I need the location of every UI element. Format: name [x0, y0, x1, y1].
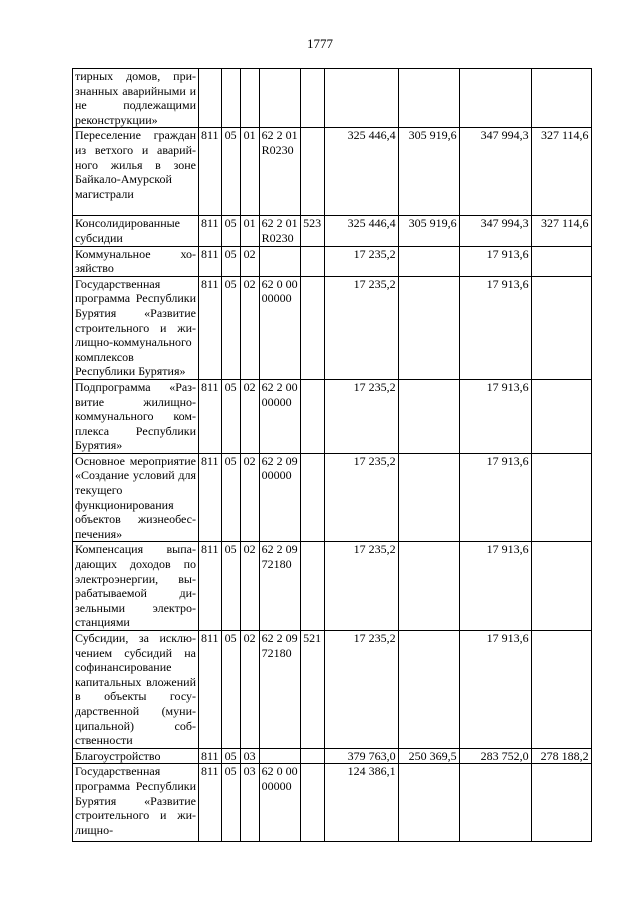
expense-type-code [300, 453, 324, 542]
amount-col-4 [531, 246, 591, 276]
table-row [73, 246, 592, 276]
subsection-code: 02 [240, 246, 259, 276]
amount-col-1: 17 235,2 [324, 542, 398, 631]
ministry-code: 811 [199, 453, 222, 542]
amount-col-1: 124 386,1 [324, 764, 398, 842]
amount-col-2 [398, 764, 459, 842]
section-code: 05 [221, 453, 240, 542]
amount-col-1: 17 235,2 [324, 453, 398, 542]
section-code: 05 [221, 246, 240, 276]
page-number: 1777 [307, 36, 333, 51]
amount-col-2 [398, 246, 459, 276]
subsection-code: 02 [240, 379, 259, 453]
amount-col-4 [531, 764, 591, 842]
section-code: 05 [221, 542, 240, 631]
amount-col-4 [531, 453, 591, 542]
section-code: 05 [221, 379, 240, 453]
amount-col-4: 327 114,6 [531, 216, 591, 246]
target-article-code: 62 2 09 72180 [259, 631, 300, 749]
amount-col-2: 305 919,6 [398, 128, 459, 216]
amount-col-3: 347 994,3 [459, 128, 531, 216]
expense-type-code [300, 276, 324, 379]
row-name: Государственная программа Республики Бурятия «Развитие строительного и жилищно-коммунального комплексов Республики Бурятия» [73, 276, 199, 379]
amount-col-1: 17 235,2 [324, 631, 398, 749]
amount-col-1 [324, 69, 398, 128]
section-code: 05 [221, 276, 240, 379]
subsection-code: 03 [240, 748, 259, 764]
row-name: Консолидированные субсидии [73, 216, 199, 246]
row-name: Подпрограмма «Развитие жилищно-коммунального комплекса Республики Бурятия» [73, 379, 199, 453]
ministry-code [199, 69, 222, 128]
ministry-code: 811 [199, 128, 222, 216]
ministry-code: 811 [199, 631, 222, 749]
amount-col-2: 305 919,6 [398, 216, 459, 246]
expense-type-code: 521 [300, 631, 324, 749]
amount-col-3: 17 913,6 [459, 379, 531, 453]
amount-col-3: 17 913,6 [459, 542, 531, 631]
section-code: 05 [221, 128, 240, 216]
amount-col-4 [531, 631, 591, 749]
subsection-code: 01 [240, 128, 259, 216]
target-article-code: 62 2 01 R0230 [259, 128, 300, 216]
target-article-code: 62 2 09 72180 [259, 542, 300, 631]
ministry-code: 811 [199, 216, 222, 246]
subsection-code: 03 [240, 764, 259, 842]
target-article-code: 62 2 09 00000 [259, 453, 300, 542]
amount-col-3: 17 913,6 [459, 246, 531, 276]
amount-col-4 [531, 542, 591, 631]
ministry-code: 811 [199, 276, 222, 379]
target-article-code: 62 0 00 00000 [259, 276, 300, 379]
table-row [73, 764, 592, 842]
section-code: 05 [221, 631, 240, 749]
section-code: 05 [221, 748, 240, 764]
ministry-code: 811 [199, 748, 222, 764]
row-name: Коммунальное хозяйство [73, 246, 199, 276]
row-name: Благоустройство [73, 748, 199, 764]
amount-col-1: 325 446,4 [324, 216, 398, 246]
budget-table [72, 68, 592, 842]
section-code: 05 [221, 216, 240, 246]
amount-col-4: 327 114,6 [531, 128, 591, 216]
amount-col-4: 278 188,2 [531, 748, 591, 764]
expense-type-code [300, 542, 324, 631]
amount-col-4 [531, 69, 591, 128]
amount-col-3: 347 994,3 [459, 216, 531, 246]
ministry-code: 811 [199, 764, 222, 842]
subsection-code: 02 [240, 276, 259, 379]
row-name: Субсидии, за исключением субсидий на софинансирование капитальных вложений в объекты государственной (муниципальной) собственности [73, 631, 199, 749]
expense-type-code [300, 69, 324, 128]
amount-col-3 [459, 69, 531, 128]
amount-col-2 [398, 453, 459, 542]
amount-col-1: 17 235,2 [324, 276, 398, 379]
amount-col-2 [398, 69, 459, 128]
amount-col-2 [398, 276, 459, 379]
expense-type-code: 523 [300, 216, 324, 246]
expense-type-code [300, 764, 324, 842]
expense-type-code [300, 246, 324, 276]
row-name: тирных домов, признанных аварийными и не подлежащими реконструкции» [73, 69, 199, 128]
expense-type-code [300, 748, 324, 764]
row-name: Компенсация выпадающих доходов по электроэнергии, вырабатываемой дизельными электростанциями [73, 542, 199, 631]
row-name: Государственная программа Республики Бурятия «Развитие строительного и жилищно- [73, 764, 199, 842]
amount-col-2: 250 369,5 [398, 748, 459, 764]
amount-col-3: 17 913,6 [459, 453, 531, 542]
target-article-code [259, 69, 300, 128]
subsection-code: 02 [240, 453, 259, 542]
amount-col-1: 17 235,2 [324, 379, 398, 453]
table-row [73, 276, 592, 379]
table-row [73, 542, 592, 631]
table-row [73, 748, 592, 764]
amount-col-3 [459, 764, 531, 842]
target-article-code: 62 2 01 R0230 [259, 216, 300, 246]
ministry-code: 811 [199, 542, 222, 631]
amount-col-1: 379 763,0 [324, 748, 398, 764]
subsection-code: 02 [240, 542, 259, 631]
target-article-code [259, 748, 300, 764]
amount-col-1: 325 446,4 [324, 128, 398, 216]
amount-col-4 [531, 379, 591, 453]
table-row [73, 69, 592, 128]
subsection-code [240, 69, 259, 128]
amount-col-3: 17 913,6 [459, 276, 531, 379]
table-row [73, 453, 592, 542]
amount-col-3: 283 752,0 [459, 748, 531, 764]
amount-col-4 [531, 276, 591, 379]
table-row [73, 216, 592, 246]
target-article-code: 62 0 00 00000 [259, 764, 300, 842]
expense-type-code [300, 128, 324, 216]
amount-col-1: 17 235,2 [324, 246, 398, 276]
ministry-code: 811 [199, 246, 222, 276]
target-article-code [259, 246, 300, 276]
amount-col-2 [398, 631, 459, 749]
row-name: Основное мероприятие «Создание условий для текущего функционирования объектов жизнеобеспечения» [73, 453, 199, 542]
section-code: 05 [221, 764, 240, 842]
expense-type-code [300, 379, 324, 453]
row-name: Переселение граждан из ветхого и аварийного жилья в зоне Байкало-Амурской магистрали [73, 128, 199, 216]
table-row [73, 128, 592, 216]
table-row [73, 631, 592, 749]
amount-col-2 [398, 379, 459, 453]
amount-col-3: 17 913,6 [459, 631, 531, 749]
section-code [221, 69, 240, 128]
amount-col-2 [398, 542, 459, 631]
subsection-code: 02 [240, 631, 259, 749]
table-row [73, 379, 592, 453]
target-article-code: 62 2 00 00000 [259, 379, 300, 453]
ministry-code: 811 [199, 379, 222, 453]
subsection-code: 01 [240, 216, 259, 246]
